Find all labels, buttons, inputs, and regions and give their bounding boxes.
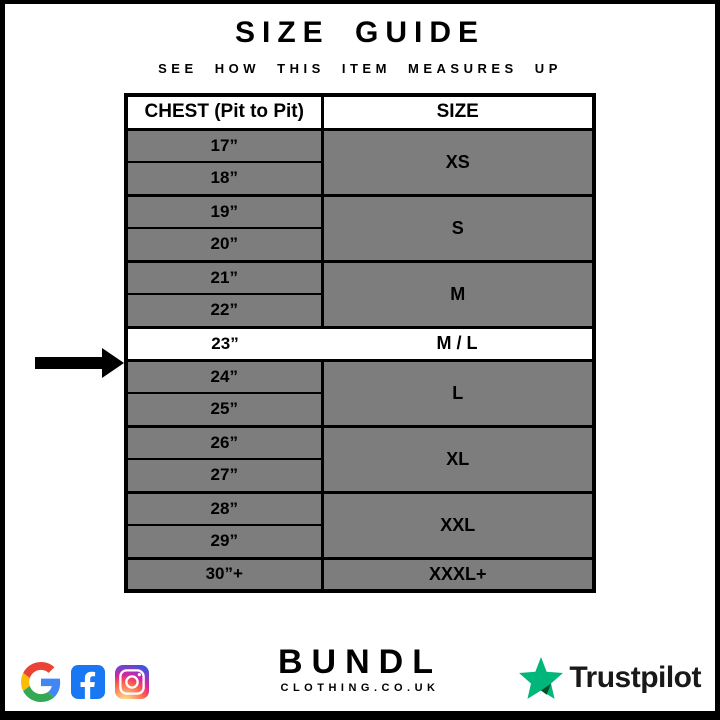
size-cell: L xyxy=(322,360,594,426)
size-cell: S xyxy=(322,195,594,261)
chest-cell: 20” xyxy=(126,228,322,261)
table-header-row xyxy=(126,95,594,129)
size-cell: M / L xyxy=(322,327,594,360)
chest-cell: 19” xyxy=(126,195,322,228)
size-cell: XS xyxy=(322,129,594,195)
size-guide-table xyxy=(124,93,596,593)
table-row xyxy=(126,261,594,294)
trustpilot-logo[interactable] xyxy=(519,657,701,699)
chest-cell: 26” xyxy=(126,426,322,459)
table-row xyxy=(126,426,594,459)
table-row xyxy=(126,492,594,525)
column-header-size: SIZE xyxy=(322,95,594,129)
chest-cell: 30”+ xyxy=(126,558,322,591)
arrow-shaft xyxy=(35,357,105,369)
table-row xyxy=(126,195,594,228)
size-cell: XXXL+ xyxy=(322,558,594,591)
trustpilot-star-icon xyxy=(519,657,563,699)
brand-domain: CLOTHING.CO.UK xyxy=(280,682,440,694)
table-row xyxy=(126,558,594,591)
chest-cell: 17” xyxy=(126,129,322,162)
brand-name: BUNDL xyxy=(278,643,442,681)
size-cell: M xyxy=(322,261,594,327)
page-title: SIZE GUIDE xyxy=(234,16,486,49)
chest-cell: 22” xyxy=(126,294,322,327)
chest-cell: 28” xyxy=(126,492,322,525)
trustpilot-label: Trustpilot xyxy=(569,661,701,694)
highlight-arrow-icon xyxy=(35,348,124,378)
column-header-chest: CHEST (Pit to Pit) xyxy=(126,95,322,129)
chest-cell: 21” xyxy=(126,261,322,294)
highlighted-row xyxy=(126,327,594,360)
table-row xyxy=(126,360,594,393)
table-row xyxy=(126,129,594,162)
chest-cell: 27” xyxy=(126,459,322,492)
chest-cell: 25” xyxy=(126,393,322,426)
page-subtitle: SEE HOW THIS ITEM MEASURES UP xyxy=(158,61,562,76)
chest-cell: 18” xyxy=(126,162,322,195)
size-cell: XXL xyxy=(322,492,594,558)
chest-cell: 23” xyxy=(126,327,322,360)
arrow-head xyxy=(102,348,124,378)
size-cell: XL xyxy=(322,426,594,492)
chest-cell: 24” xyxy=(126,360,322,393)
chest-cell: 29” xyxy=(126,525,322,558)
